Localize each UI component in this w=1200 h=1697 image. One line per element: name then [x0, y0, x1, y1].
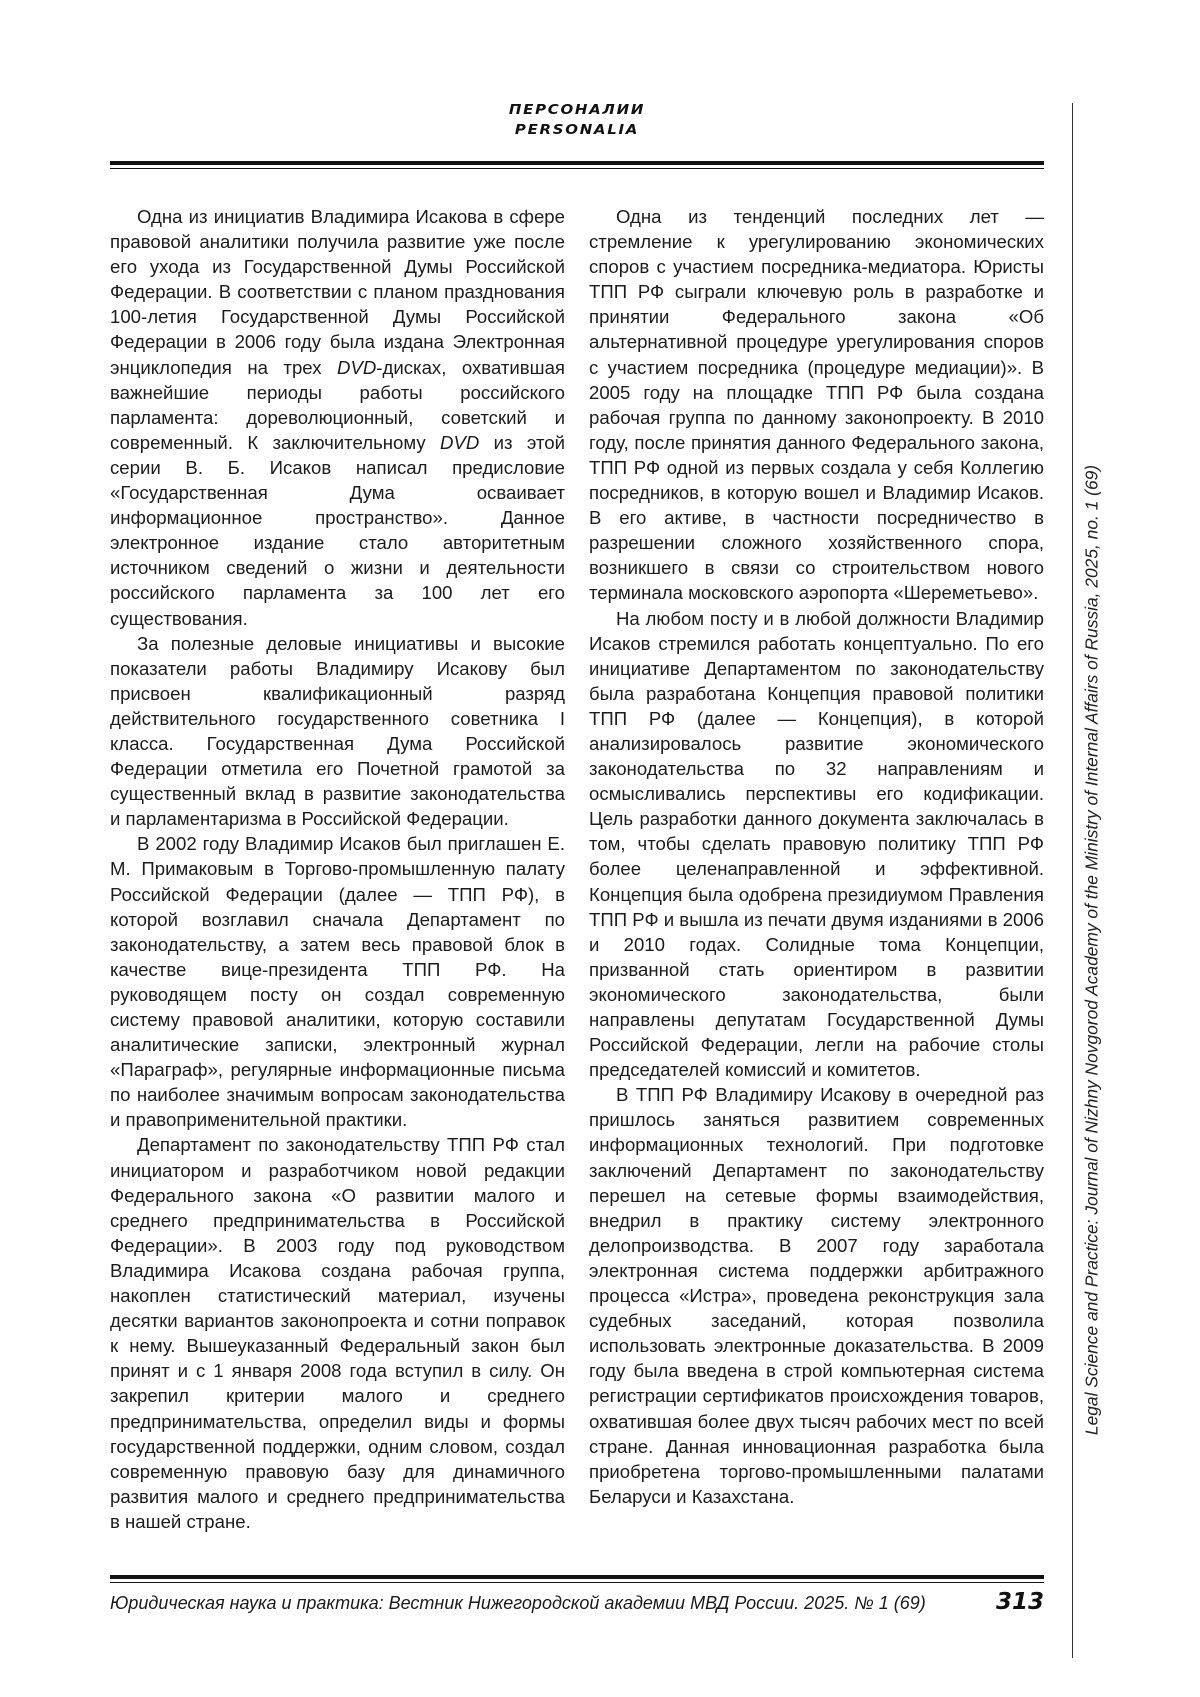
left-p1-part-c: из этой серии В. Б. Исаков написал предисловие «Государственная Дума осваивает информационное пространство». Данное электронное издание стало авторитетным источником сведений о жизни и деятельности российского парламента за 100 лет его существования. [110, 431, 566, 629]
left-paragraph-4: Департамент по законодательству ТПП РФ стал инициатором и разработчиком новой редакции Федерального закона «О развитии малого и среднего предпринимательства в Российской Федерации». В 2003 году под руководством Владимира Исакова создана рабочая группа, накоплен статистический материал, изучены десятки вариантов законопроекта и сотни поправок к нему. Вышеуказанный Федеральный закон был принят и с 1 января 2008 года вступил в силу. Он закрепил критерии малого и среднего предпринимательства, определил виды и формы государственной поддержки, одним словом, создал современную правовую базу для динамичного развития малого и среднего предпринимательства в нашей стране. [110, 1134, 565, 1532]
top-rule-thick [110, 161, 1044, 165]
journal-citation: Юридическая наука и практика: Вестник Нижегородской академии МВД России. 2025. № 1 (69) [110, 1593, 926, 1613]
left-p1-dvd-1: DVD [337, 356, 377, 378]
left-p1-part-b: -дисках, охватившая важнейшие периоды работы российского парламента: дореволюционный, советский и современный. К заключительному [110, 356, 565, 453]
left-paragraph-3: В 2002 году Владимир Исаков был приглашен Е. М. Примаковым в Торгово-промышленную палату Российской Федерации (далее — ТПП РФ), в которой возглавил сначала Департамент по законодательству, а затем весь правовой блок в качестве вице-президента ТПП РФ. На руководящем посту он создал современную систему правовой аналитики, которую составили аналитические записки, электронный журнал «Параграф», регулярные информационные письма по наиболее значимым вопросам законодательства и правоприменительной практики. [110, 833, 565, 1131]
right-paragraph-1: Одна из тенденций последних лет — стремление к урегулированию экономических споров с участием посредника-медиатора. Юристы ТПП РФ сыграли ключевую роль в разработке и принятии Федерального закона «Об альтернативной процедуре урегулирования споров с участием посредника (процедуре медиации)». В 2005 году на площадке ТПП РФ была создана рабочая группа по данному законопроекту. В 2010 году, после принятия данного Федерального закона, ТПП РФ одной из первых создала у себя Коллегию посредников, в которую вошел и Владимир Исаков. В его активе, в частности посредничество в разрешении сложного хозяйственного спора, возникшего в связи со строительством нового терминала московского аэропорта «Шереметьево». [589, 206, 1044, 604]
left-paragraph-2: За полезные деловые инициативы и высокие показатели работы Владимиру Исакову был присвоен квалификационный разряд действительного государственного советника I класса. Государственная Дума Российской Федерации отметила его Почетной грамотой за существенный вклад в развитие законодательства и парламентаризма в Российской Федерации. [110, 632, 565, 830]
section-title-ru: ПЕРСОНАЛИИ [508, 103, 646, 118]
bottom-rule-thin [110, 1582, 1044, 1583]
side-caption: Legal Science and Practice: Journal of Nizhny Novgorod Academy of the Ministry of Internal Affairs of Russia, 2025, no. 1 (69) [1081, 464, 1102, 1436]
left-paragraph-1 [110, 204, 565, 631]
left-p1-part-a: Одна из инициатив Владимира Исакова в сфере правовой аналитики получила развитие уже после его ухода из Государственной Думы Российской Федерации. В соответствии с планом празднования 100-летия Государственной Думы Российской Федерации в 2006 году была издана Электронная энциклопедия на трех [110, 206, 565, 378]
page-number: 313 [995, 1589, 1044, 1615]
right-paragraph-3: В ТПП РФ Владимиру Исакову в очередной раз пришлось заняться развитием современных информационных технологий. При подготовке заключений Департамент по законодательству перешел на сетевые формы взаимодействия, внедрил в практику систему электронного делопроизводства. В 2007 году заработала электронная система поддержки арбитражного процесса «Истра», проведена реконструкция зала судебных заседаний, которая позволила использовать электронные доказательства. В 2009 году была введена в строй компьютерная система регистрации сертификатов происхождения товаров, охватившая более двух тысяч рабочих мест по всей стране. Данная инновационная разработка была приобретена торгово-промышленными палатами Беларуси и Казахстана. [589, 1084, 1044, 1507]
left-column [110, 204, 565, 1534]
bottom-rule-thick [110, 1575, 1044, 1579]
right-column [589, 204, 1044, 1509]
section-header [110, 101, 1044, 141]
right-paragraph-2: На любом посту и в любой должности Владимир Исаков стремился работать концептуально. По его инициативе Департаментом по законодательству была разработана Концепция правовой политики ТПП РФ (далее — Концепция), в которой анализировалось развитие экономического законодательства по 32 направлениям и осмысливались перспективы его кодификации. Цель разработки данного документа заключалась в том, чтобы сделать правовую политику ТПП РФ более целенаправленной и эффективной. Концепция была одобрена президиумом Правления ТПП РФ и вышла из печати двумя изданиями в 2006 и 2010 годах. Солидные тома Концепции, призванной стать ориентиром в развитии экономического законодательства, были направлены депутатам Государственной Думы Российской Федерации, легли на рабочие столы председателей комиссий и комитетов. [589, 607, 1044, 1081]
left-p1-dvd-2: DVD [440, 431, 480, 453]
section-title-en: PERSONALIA [514, 123, 640, 138]
side-divider [1072, 103, 1073, 1658]
top-rule-thin [110, 168, 1044, 169]
